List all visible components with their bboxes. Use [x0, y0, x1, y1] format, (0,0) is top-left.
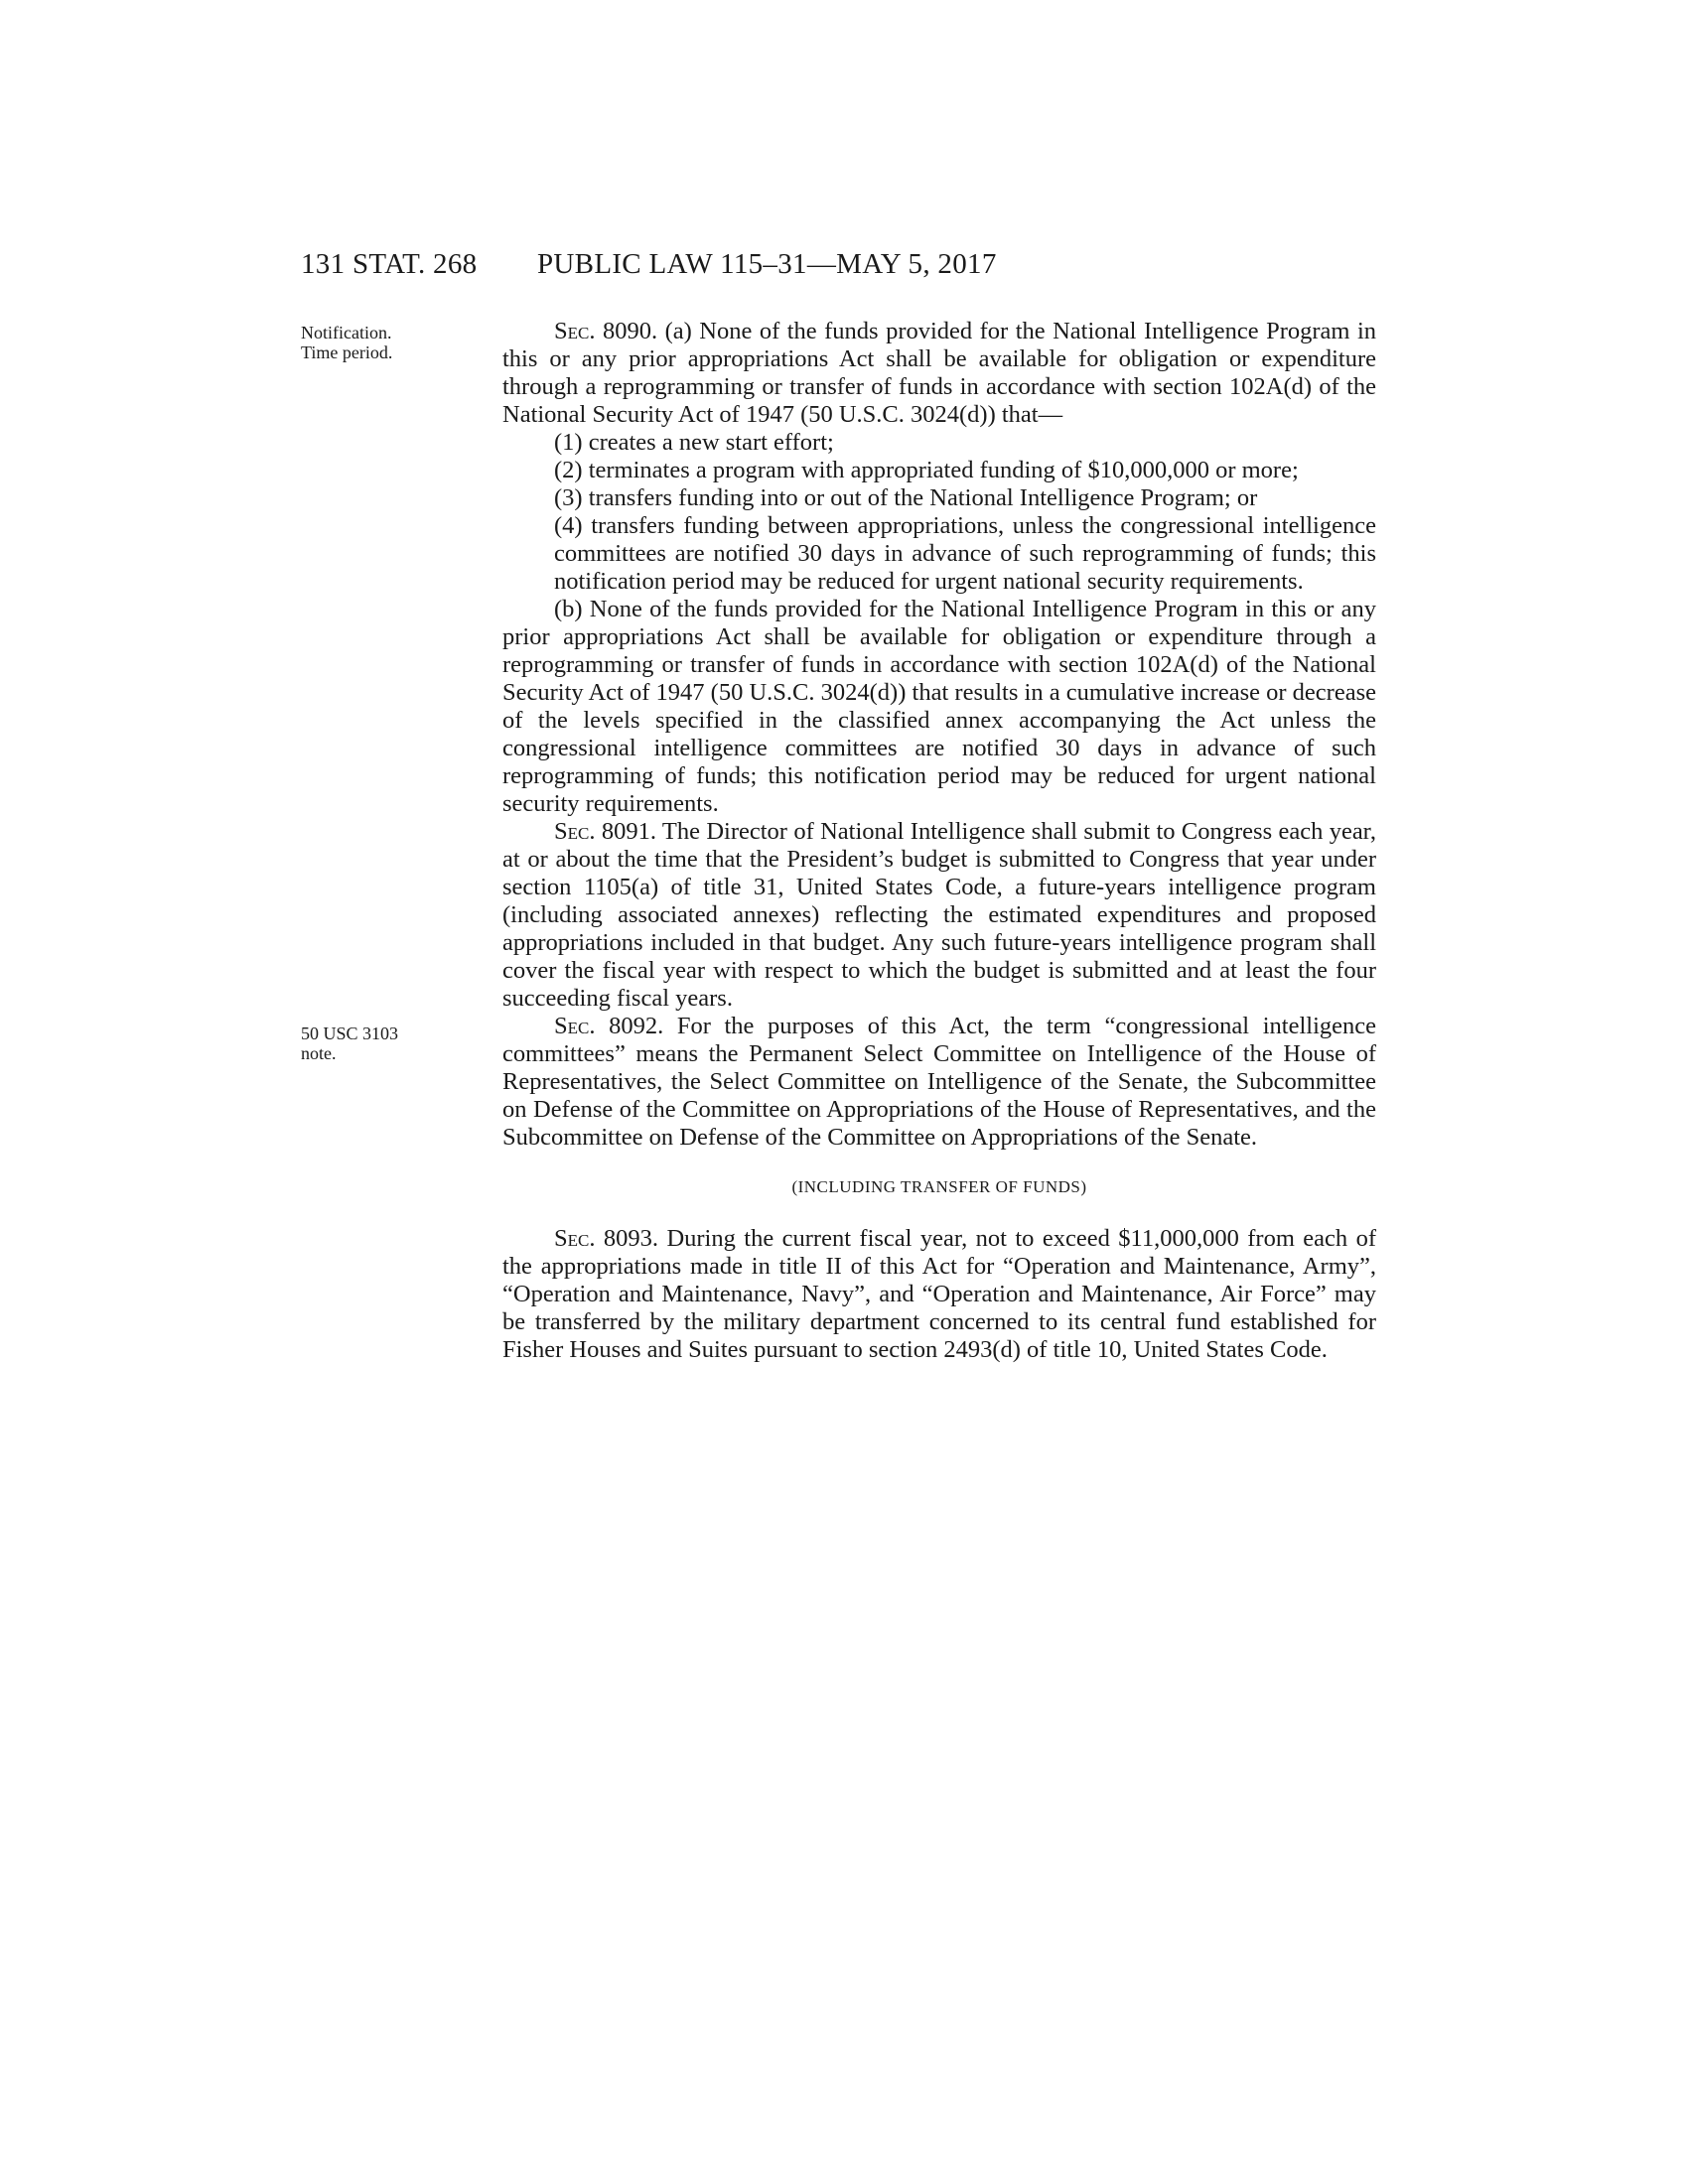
section-text: The Director of National Intelligence shall submit to Congress each year, at or about the time that the President’s budget is submitted to Congress that year under section 1105(a) of title 31, United States Code, a future-years intelligence program (including associated annexes) reflecting the estimated expenditures and proposed appropriations included in that budget. Any such future-years intelligence program shall cover the fiscal year with respect to which the budget is submitted and at least the four succeeding fiscal years.	[502, 818, 1376, 1012]
margin-note-notification	[301, 323, 470, 362]
section-text: During the current fiscal year, not to exceed $11,000,000 from each of the appropriations made in title II of this Act for “Operation and Maintenance, Army”, “Operation and Maintenance, Navy”, and “Operation and Maintenance, Air Force” may be transferred by the military department concerned to its central fund established for Fisher Houses and Suites pursuant to section 2493(d) of title 10, United States Code.	[502, 1225, 1376, 1363]
margin-note-line: 50 USC 3103	[301, 1024, 399, 1043]
section-8090-b: (b) None of the funds provided for the National Intelligence Program in this or any prior appropriations Act shall be available for obligation or expenditure through a reprogramming or transfer of funds in accordance with section 102A(d) of the National Security Act of 1947 (50 U.S.C. 3024(d)) that results in a cumulative increase or decrease of the levels specified in the classified annex accompanying the Act unless the congressional intelligence committees are notified 30 days in advance of such reprogramming of funds; this notification period may be reduced for urgent national security requirements.	[502, 596, 1376, 817]
document-body	[502, 318, 1376, 1364]
margin-note-line: Notification.	[301, 323, 392, 342]
section-label: Sec. 8093.	[554, 1225, 659, 1252]
margin-note-usc	[301, 1024, 470, 1063]
section-8091	[502, 818, 1376, 1013]
section-8093	[502, 1225, 1376, 1364]
law-title: PUBLIC LAW 115–31—MAY 5, 2017	[537, 248, 997, 280]
page-header	[301, 248, 1373, 288]
transfer-of-funds-heading: (INCLUDING TRANSFER OF FUNDS)	[791, 1177, 1087, 1196]
margin-note-line: Time period.	[301, 342, 393, 362]
stat-reference: 131 STAT. 268	[301, 248, 478, 280]
section-8090-a	[502, 318, 1376, 429]
section-8092	[502, 1013, 1376, 1152]
section-label: Sec. 8092.	[554, 1013, 664, 1039]
section-text: (a) None of the funds provided for the National Intelligence Program in this or any prior appropriations Act shall be available for obligation or expenditure through a reprogramming or transfer of funds in accordance with section 102A(d) of the National Security Act of 1947 (50 U.S.C. 3024(d)) that—	[502, 318, 1377, 428]
section-text: For the purposes of this Act, the term “congressional intelligence committees” means the Permanent Select Committee on Intelligence of the House of Representatives, the Select Committee on Intelligence of the Senate, the Subcommittee on Defense of the Committee on Appropriations of the House of Representatives, and the Subcommittee on Defense of the Committee on Appropriations of the Senate.	[502, 1013, 1376, 1151]
section-label: Sec. 8090.	[554, 318, 658, 344]
section-label: Sec. 8091.	[554, 818, 656, 845]
section-8090-item-4: (4) transfers funding between appropriations, unless the congressional intelligence committees are notified 30 days in advance of such reprogramming of funds; this notification period may be reduced for urgent national security requirements.	[554, 512, 1376, 595]
section-8090-item-2: (2) terminates a program with appropriated funding of $10,000,000 or more;	[554, 457, 1299, 483]
margin-note-line: note.	[301, 1043, 337, 1063]
section-8090-item-1: (1) creates a new start effort;	[554, 429, 834, 456]
section-8090-item-3: (3) transfers funding into or out of the National Intelligence Program; or	[554, 484, 1258, 511]
